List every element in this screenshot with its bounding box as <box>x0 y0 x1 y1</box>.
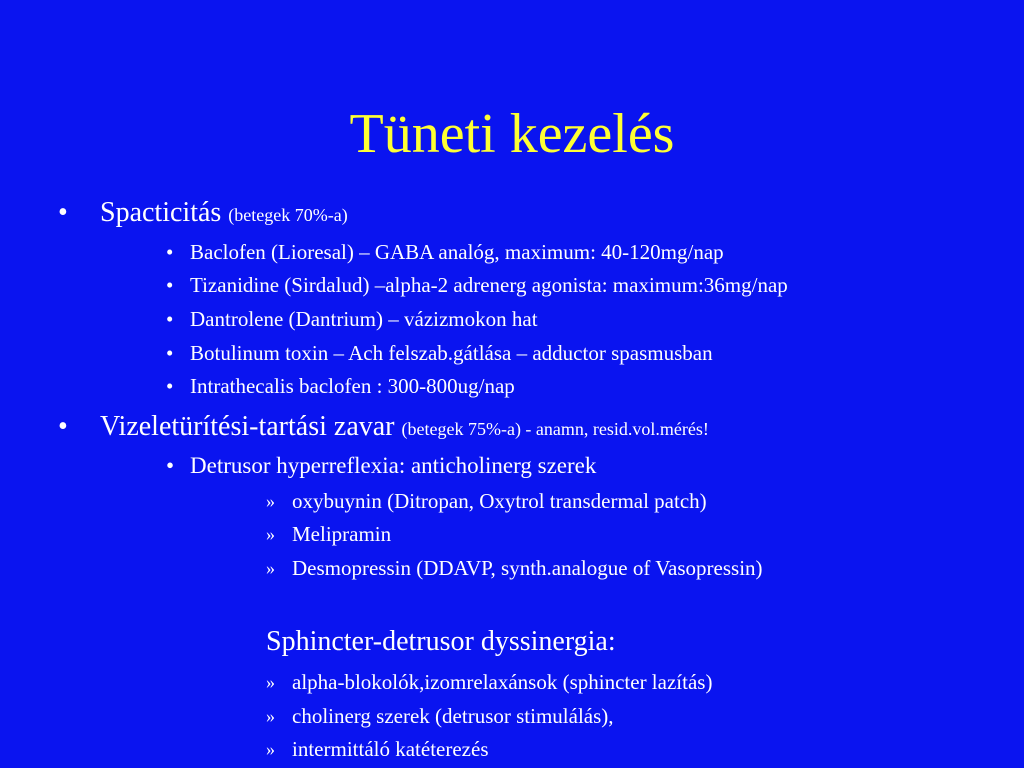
bullet-marker: • <box>166 374 174 398</box>
list-item-text: Intrathecalis baclofen : 300-800ug/nap <box>190 374 515 398</box>
bladder-note: (betegek 75%-a) - anamn, resid.vol.mérés! <box>401 419 709 439</box>
list-item-text: Desmopressin (DDAVP, synth.analogue of Vasopressin) <box>292 556 763 580</box>
sub-marker: » <box>266 491 275 511</box>
list-item-text: intermittáló katéterezés <box>292 737 489 761</box>
bullet-marker: • <box>166 341 174 365</box>
list-item-text: Tizanidine (Sirdalud) –alpha-2 adrenerg agonista: maximum:36mg/nap <box>190 273 788 297</box>
spasticity-note: (betegek 70%-a) <box>228 205 348 225</box>
bullet-marker: • <box>166 273 174 297</box>
sub-marker: » <box>266 558 275 578</box>
list-item-text: Botulinum toxin – Ach felszab.gátlása – adductor spasmusban <box>190 341 713 365</box>
sphincter-label: Sphincter-detrusor dyssinergia: <box>266 626 616 657</box>
bullet-marker: • <box>166 453 175 478</box>
list-item-text: Melipramin <box>292 522 392 546</box>
list-item-text: oxybuynin (Ditropan, Oxytrol transdermal patch) <box>292 489 707 513</box>
list-item-text: Baclofen (Lioresal) – GABA analóg, maximum: 40-120mg/nap <box>190 240 724 264</box>
list-item-text: cholinerg szerek (detrusor stimulálás), <box>292 704 614 728</box>
sub-marker: » <box>266 739 275 759</box>
spasticity-heading: Spacticitás <box>100 197 222 228</box>
sub-marker: » <box>266 524 275 544</box>
detrusor-label: Detrusor hyperreflexia: anticholinerg szerek <box>190 453 597 478</box>
sub-marker: » <box>266 672 275 692</box>
bladder-heading: Vizeletürítési-tartási zavar <box>100 411 395 442</box>
sub-marker: » <box>266 706 275 726</box>
slide-title: Tüneti kezelés <box>349 103 675 165</box>
list-item-text: alpha-blokolók,izomrelaxánsok (sphincter lazítás) <box>292 670 713 694</box>
bullet-marker: • <box>58 197 68 228</box>
bullet-marker: • <box>58 411 68 442</box>
bullet-marker: • <box>166 240 174 264</box>
bullet-marker: • <box>166 307 174 331</box>
list-item-text: Dantrolene (Dantrium) – vázizmokon hat <box>190 307 538 331</box>
